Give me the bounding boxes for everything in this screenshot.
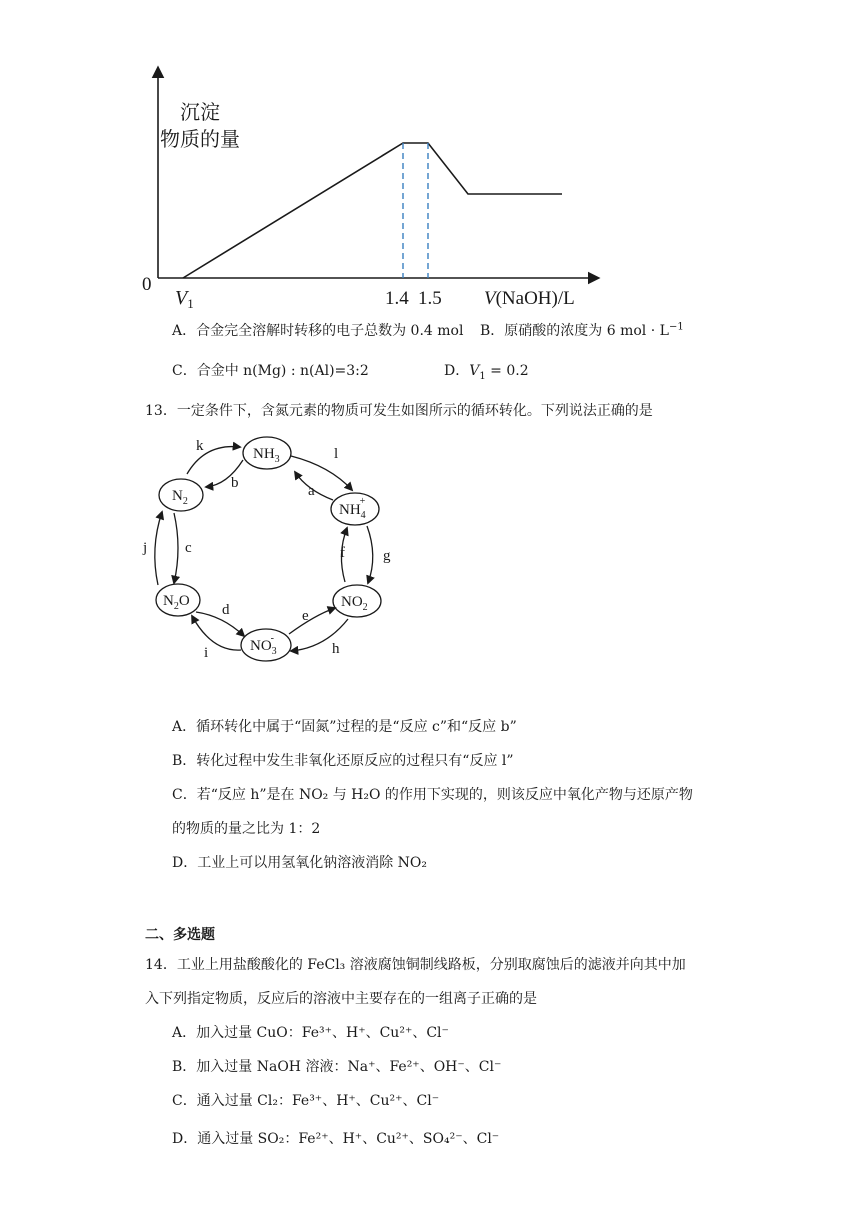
q13-stem: 13．一定条件下，含氮元素的物质可发生如图所示的循环转化。下列说法正确的是: [145, 403, 653, 419]
q13-option-b: B．转化过程中发生非氧化还原反应的过程只有“反应 l”: [172, 753, 514, 769]
arrow-g: [367, 526, 373, 583]
node-nh3-label: $NH_3$: [253, 446, 280, 465]
q13-option-d: D．工业上可以用氢氧化钠溶液消除 NO₂: [172, 855, 428, 871]
label-i: i: [204, 645, 209, 661]
q12-option-c: C．合金中 n(Mg) : n(Al)=3:2: [172, 363, 369, 379]
label-j: j: [143, 540, 148, 556]
tick-label-1-5: 1.5: [418, 288, 442, 309]
v1-label: $V_1$: [175, 287, 194, 310]
label-a: a: [308, 483, 315, 499]
q14-option-a: A．加入过量 CuO：Fe³⁺、H⁺、Cu²⁺、Cl⁻: [172, 1025, 449, 1041]
q14-stem-line2: 入下列指定物质，反应后的溶液中主要存在的一组离子正确的是: [145, 991, 537, 1007]
arrow-c: [174, 513, 178, 583]
arrow-i: [192, 616, 241, 650]
tick-label-1-4: 1.4: [385, 288, 409, 309]
label-f: f: [340, 545, 345, 561]
precipitate-curve: [183, 143, 562, 278]
label-e: e: [302, 608, 309, 624]
y-axis-label-line2: 物质的量: [160, 129, 240, 151]
nitrogen-cycle-diagram: [130, 430, 410, 670]
origin-label: 0: [142, 274, 152, 295]
x-axis-label: V(NaOH)/L: [484, 288, 575, 309]
q12-option-a: A．合金完全溶解时转移的电子总数为 0.4 mol: [172, 323, 464, 339]
label-c: c: [185, 540, 192, 556]
q13-option-c-continued: 的物质的量之比为 1：2: [172, 821, 321, 837]
arrow-k: [187, 447, 240, 474]
arrow-l: [291, 456, 352, 490]
section-title: 二、多选题: [145, 927, 215, 943]
arrow-j: [155, 512, 162, 585]
q14-option-c: C．通入过量 Cl₂：Fe³⁺、H⁺、Cu²⁺、Cl⁻: [172, 1093, 440, 1109]
node-n2o-label: $N_2O$: [163, 593, 190, 612]
label-l: l: [334, 446, 339, 462]
q13-option-a: A．循环转化中属于“固氮”过程的是“反应 c”和“反应 b”: [172, 719, 517, 735]
precipitate-graph: [130, 60, 610, 310]
label-d: d: [222, 602, 230, 618]
node-n2-label: $N_2$: [172, 488, 188, 507]
q12-option-d: D．$V_1 = 0.2$: [444, 363, 529, 382]
node-no2-label: $NO_2$: [341, 594, 368, 613]
q13-option-c: C．若“反应 h”是在 NO₂ 与 H₂O 的作用下实现的，则该反应中氧化产物与还原产物: [172, 787, 693, 803]
node-nh4-label: $NH_4+$: [339, 496, 366, 521]
q14-option-b: B．加入过量 NaOH 溶液：Na⁺、Fe²⁺、OH⁻、Cl⁻: [172, 1059, 502, 1075]
label-g: g: [383, 548, 391, 564]
q12-option-b: B．原硝酸的浓度为 6 mol · $L^{-1}$: [480, 321, 684, 339]
label-h: h: [332, 641, 340, 657]
y-axis-label-line1: 沉淀: [180, 102, 220, 124]
label-k: k: [196, 438, 204, 454]
q14-option-d: D．通入过量 SO₂：Fe²⁺、H⁺、Cu²⁺、SO₄²⁻、Cl⁻: [172, 1131, 500, 1147]
q14-stem-line1: 14．工业上用盐酸酸化的 FeCl₃ 溶液腐蚀铜制线路板，分别取腐蚀后的滤液并向其中加: [145, 957, 686, 973]
node-no3-label: $NO_3-$: [250, 633, 277, 657]
label-b: b: [231, 475, 239, 491]
arrow-e: [289, 608, 335, 634]
